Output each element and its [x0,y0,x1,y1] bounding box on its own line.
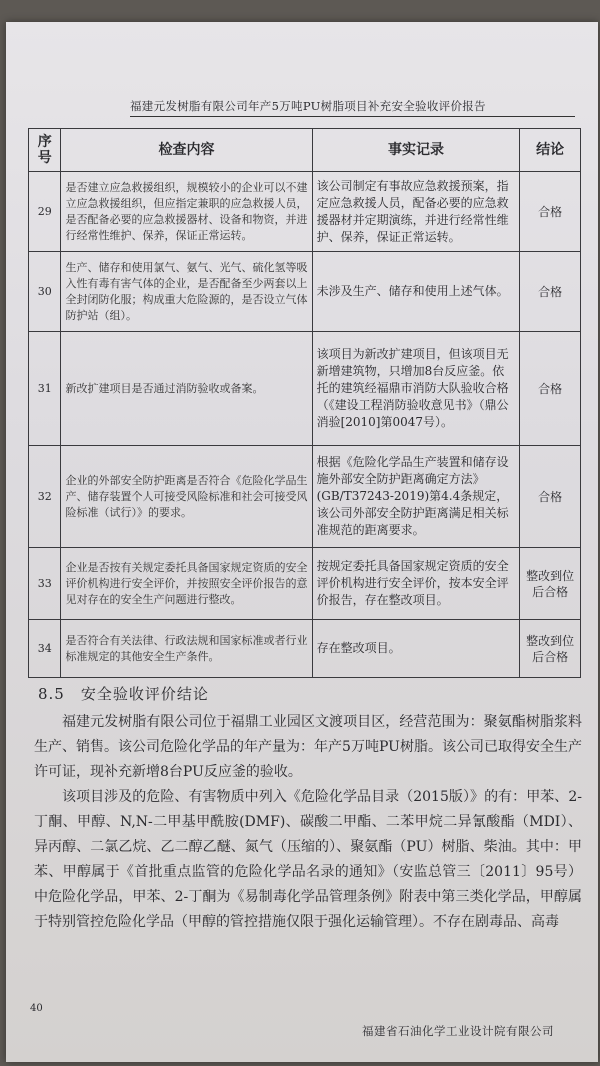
row-result: 整改到位后合格 [520,620,581,678]
table-row [29,172,581,252]
row-item: 生产、储存和使用氯气、氨气、光气、硫化氢等吸入性有毒有害气体的企业，是否配备至少两套以上全封闭防化服；构成重大危险源的，是否设立气体防护站（组）。 [61,252,312,332]
table-row [29,620,581,678]
row-result: 合格 [520,252,581,332]
row-item: 企业的外部安全防护距离是否符合《危险化学品生产、储存装置个人可接受风险标准和社会可接受风险标准（试行）》的要求。 [61,446,312,548]
row-item: 是否建立应急救援组织，规模较小的企业可以不建立应急救援组织，但应指定兼职的应急救援人员，是否配备必要的应急救援器材、设备和物资，并进行经常性维护、保养，保证正常运转。 [61,172,312,252]
footer-company: 福建省石油化学工业设计院有限公司 [362,1024,554,1038]
col-header-record: 事实记录 [312,129,520,172]
row-item: 是否符合有关法律、行政法规和国家标准或者行业标准规定的其他安全生产条件。 [61,620,312,678]
conclusion-body [34,710,582,935]
page-number: 40 [30,1003,43,1014]
row-record: 该项目为新改扩建项目，但该项目无新增建筑物，只增加8台反应釜。依托的建筑经福鼎市消防大队验收合格（《建设工程消防验收意见书》（鼎公消验[2010]第0047号）。 [312,332,520,446]
col-header-result: 结论 [520,129,581,172]
table-row [29,252,581,332]
row-record: 按规定委托具备国家规定资质的安全评价机构进行安全评价，按本安全评价报告，存在整改项目。 [312,548,520,620]
row-item: 新改扩建项目是否通过消防验收或备案。 [61,332,312,446]
paragraph: 福建元发树脂有限公司位于福鼎工业园区文渡项目区，经营范围为：聚氨酯树脂浆料生产、销售。该公司危险化学品的年产量为：年产5万吨PU树脂。该公司已取得安全生产许可证，现补充新增8台PU反应釜的验收。 [34,714,582,780]
row-no: 30 [29,252,61,332]
col-header-item: 检查内容 [61,129,312,172]
row-no: 32 [29,446,61,548]
table-row [29,446,581,548]
row-result: 整改到位后合格 [520,548,581,620]
table-header-row [29,129,581,172]
row-record: 未涉及生产、储存和使用上述气体。 [312,252,520,332]
row-result: 合格 [520,172,581,252]
paragraph: 该项目涉及的危险、有害物质中列入《危险化学品目录（2015版）》的有：甲苯、2-丁酮、甲醇、N,N-二甲基甲酰胺(DMF)、碳酸二甲酯、二苯甲烷二异氰酸酯（MDI）、异丙醇、二氯乙烷、乙二醇乙醚、氮气（压缩的）、聚氨酯（PU）树脂、柴油。其中：甲苯、甲醇属于《首批重点监管的危险化学品名录的通知》（安监总管三〔2011〕95号）中危险化学品，甲苯、2-丁酮为《易制毒化学品管理条例》附表中第三类化学品，甲醇属于特别管控危险化学品（甲醇的管控措施仅限于强化运输管理）。不存在剧毒品、高毒 [34,789,582,930]
table-row [29,332,581,446]
row-no: 33 [29,548,61,620]
table-row [29,548,581,620]
col-header-no: 序号 [29,129,61,172]
row-no: 29 [29,172,61,252]
row-result: 合格 [520,446,581,548]
section-heading: 8.5 安全验收评价结论 [38,685,209,703]
report-header: 福建元发树脂有限公司年产5万吨PU树脂项目补充安全验收评价报告 [130,98,575,117]
row-record: 该公司制定有事故应急救援预案，指定应急救援人员，配备必要的应急救援器材并定期演练，并进行经常性维护、保养，保证正常运转。 [312,172,520,252]
row-no: 34 [29,620,61,678]
row-item: 企业是否按有关规定委托具备国家规定资质的安全评价机构进行安全评价，并按照安全评价报告的意见对存在的安全生产问题进行整改。 [61,548,312,620]
row-record: 存在整改项目。 [312,620,520,678]
row-result: 合格 [520,332,581,446]
row-record: 根据《危险化学品生产装置和储存设施外部安全防护距离确定方法》(GB/T37243-2019)第4.4条规定，该公司外部安全防护距离满足相关标准规范的距离要求。 [312,446,520,548]
row-no: 31 [29,332,61,446]
inspection-table [28,128,581,678]
